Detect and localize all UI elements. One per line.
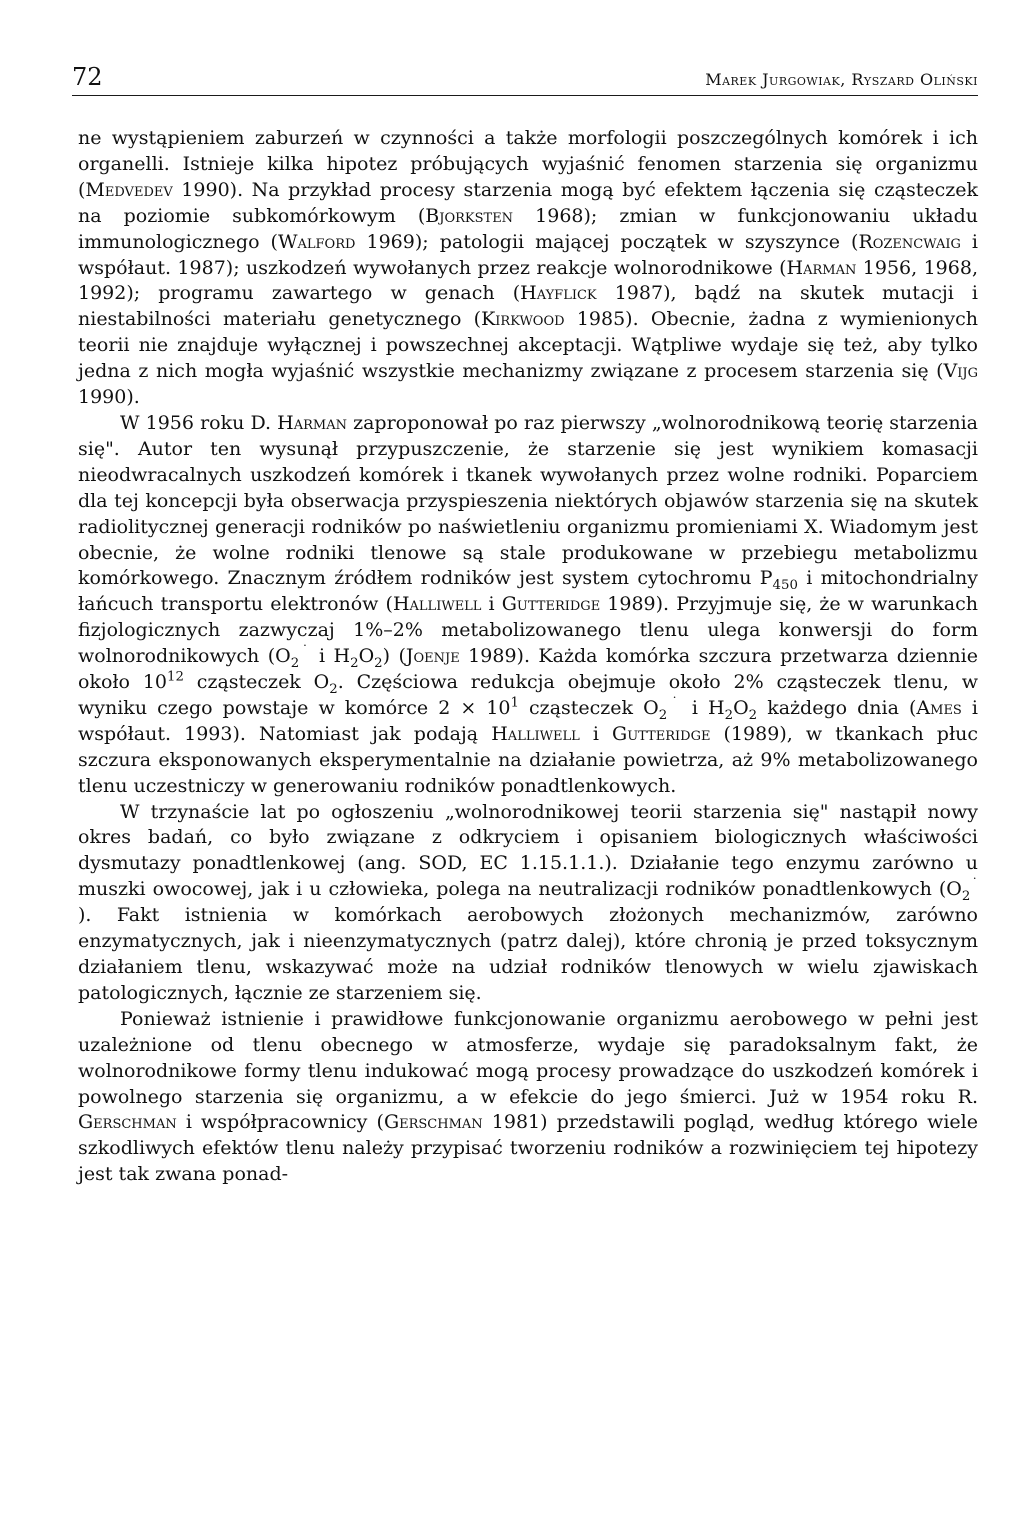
text-run: . Częściowa redukcja obejmuje około 2% cząsteczek tlenu, w wyniku czego powstaje w komórce 2 × 10: [78, 671, 978, 719]
body-text: [78, 126, 978, 1188]
subscript: 450: [772, 578, 798, 594]
text-run: zaproponował po raz pierwszy „wolnorodnikową teorię starzenia się". Autor ten wysunął przypuszczenie, że starzenie się jest wynikiem komasacji nieodwracalnych uszkodzeń komórek i tkanek wywołanych przez wolne rodniki. Poparciem dla tej koncepcji była obserwacja przyspieszenia niektórych objawów starzenia się na skutek radiolitycznej generacji rodników po naświetleniu organizmu promieniami X. Wiadomym jest obecnie, że wolne rodniki tlenowe są stale produkowane w przebiegu metabolizmu komórkowego. Znacznym źródłem rodników jest system cytochromu P: [78, 411, 978, 590]
subscript: 2: [961, 889, 971, 905]
subscript: 2: [748, 707, 758, 723]
text-run: 1987), bądź na skutek mutacji i niestabilności materiału genetycznego (: [78, 282, 978, 331]
superscript: ˙: [970, 876, 978, 892]
citation-author: Hayflick: [520, 282, 597, 305]
subscript: 2: [724, 707, 734, 723]
text-run: i współaut. 1987); uszkodzeń wywołanych przez reakcje wolnorodnikowe (: [78, 230, 978, 279]
text-run: 1968); zmian w funkcjonowaniu układu immunologicznego (: [78, 204, 978, 253]
running-head-authors: Marek Jurgowiak, Ryszard Oliński: [705, 70, 978, 89]
text-run: każdego dnia (: [757, 696, 917, 719]
superscript: 12: [167, 669, 184, 685]
text-run: ne wystąpieniem zaburzeń w czynności a także morfologii poszczególnych komórek i ich organelli. Istnieje kilka hipotez próbujących wyjaśnić fenomen starzenia się organizmu (: [78, 127, 978, 201]
paragraph: [78, 411, 978, 800]
text-run: 1989). Każda komórka szczura przetwarza dziennie około 10: [78, 645, 978, 694]
text-run: cząsteczek O: [183, 671, 330, 694]
text-run: O: [733, 696, 749, 719]
citation-author: Harman: [277, 411, 347, 434]
text-run: W 1956 roku D.: [120, 411, 278, 434]
citation-author: Rozencwaig: [858, 230, 961, 253]
superscript: ˙: [299, 643, 311, 659]
text-run: 1990).: [78, 386, 140, 409]
citation-author: Vijg: [943, 360, 978, 383]
text-run: i H: [681, 696, 725, 719]
text-run: cząsteczek O: [518, 696, 659, 719]
subscript: 2: [374, 655, 383, 671]
subscript: 2: [350, 655, 359, 671]
text-run: 1969); patologii mającej początek w szyszynce (: [355, 230, 859, 253]
text-run: ) (: [382, 645, 406, 668]
paragraph: [78, 1007, 978, 1188]
text-run: 1985). Obecnie, żadna z wymienionych teorii nie znajduje wyłącznej i powszechnej akceptacji. Wątpliwe wydaje się też, aby tylko jedna z nich mogła wyjaśnić wszystkie mechanizmy związane z procesem starzenia się (: [78, 308, 978, 383]
citation-author: Gerschman: [383, 1111, 483, 1134]
citation-author: Gutteridge: [612, 722, 711, 745]
citation-author: Ames: [916, 696, 962, 719]
text-run: O: [358, 645, 375, 668]
text-run: i współaut. 1993). Natomiast jak podają: [78, 696, 978, 745]
citation-author: Kirkwood: [481, 308, 565, 331]
citation-author: Halliwell: [392, 593, 482, 616]
page-header: [72, 60, 978, 96]
text-run: i H: [310, 645, 351, 668]
citation-author: Gerschman: [78, 1111, 177, 1134]
text-run: 1956, 1968, 1992); programu zawartego w genach (: [78, 256, 978, 305]
superscript: 1: [510, 695, 519, 711]
text-run: i: [579, 722, 613, 745]
citation-author: Medvedev: [85, 178, 173, 201]
paragraph: [78, 126, 978, 411]
text-run: i współpracownicy (: [176, 1111, 384, 1134]
superscript: ˙: [667, 695, 682, 711]
text-run: 1981) przedstawili pogląd, według którego wiele szkodliwych efektów tlenu należy przypisać tworzeniu rodników a rozwinięciem tej hipotezy jest tak zwana ponad-: [78, 1111, 978, 1186]
text-run: 1990). Na przykład procesy starzenia mogą być efektem łączenia się cząsteczek na poziomie subkomórkowym (: [78, 178, 978, 227]
text-run: 1989). Przyjmuje się, że w warunkach fizjologicznych zazwyczaj 1%–2% metabolizowanego tlenu ulega konwersji do form wolnorodnikowych (O: [78, 593, 978, 668]
text-run: W trzynaście lat po ogłoszeniu „wolnorodnikowej teorii starzenia się" nastąpił nowy okres badań, co było związane z odkryciem i opisaniem biologicznych właściwości dysmutazy ponadtlenkowej (ang. SOD, EC 1.15.1.1.). Działanie tego enzymu zarówno u muszki owocowej, jak i u człowieka, polega na neutralizacji rodników ponadtlenkowych (O: [78, 800, 978, 901]
text-run: ). Fakt istnienia w komórkach aerobowych złożonych mechanizmów, zarówno enzymatycznych, jak i nieenzymatycznych (patrz dalej), które chronią je przed toksycznym działaniem tlenu, wskazywać może na udział rodników tlenowych w wielu zjawiskach patologicznych, łącznie ze starzeniem się.: [78, 904, 978, 1004]
subscript: 2: [329, 681, 338, 697]
text-run: (1989), w tkankach płuc szczura eksponowanych eksperymentalnie na działanie powietrza, aż 9% metabolizowanego tlenu uczestniczy w generowaniu rodników ponadtlenkowych.: [78, 722, 978, 797]
citation-author: Harman: [786, 256, 857, 279]
paragraph: [78, 800, 978, 1007]
text-run: Ponieważ istnienie i prawidłowe funkcjonowanie organizmu aerobowego w pełni jest uzależnione od tlenu obecnego w atmosferze, wydaje się paradoksalnym fakt, że wolnorodnikowe formy tlenu indukować mogą procesy prowadzące do uszkodzeń komórek i powolnego starzenia się organizmu, a w efekcie do jego śmierci. Już w 1954 roku R.: [78, 1007, 978, 1108]
page-number: 72: [72, 63, 103, 91]
subscript: 2: [290, 655, 300, 671]
citation-author: Walford: [277, 230, 356, 253]
citation-author: Joenje: [405, 645, 460, 668]
citation-author: Gutteridge: [501, 593, 601, 616]
text-run: i: [481, 593, 502, 616]
text-run: i mitochondrialny łańcuch transportu elektronów (: [78, 567, 978, 616]
citation-author: Bjorksten: [425, 204, 514, 227]
subscript: 2: [658, 707, 668, 723]
citation-author: Halliwell: [491, 722, 580, 745]
